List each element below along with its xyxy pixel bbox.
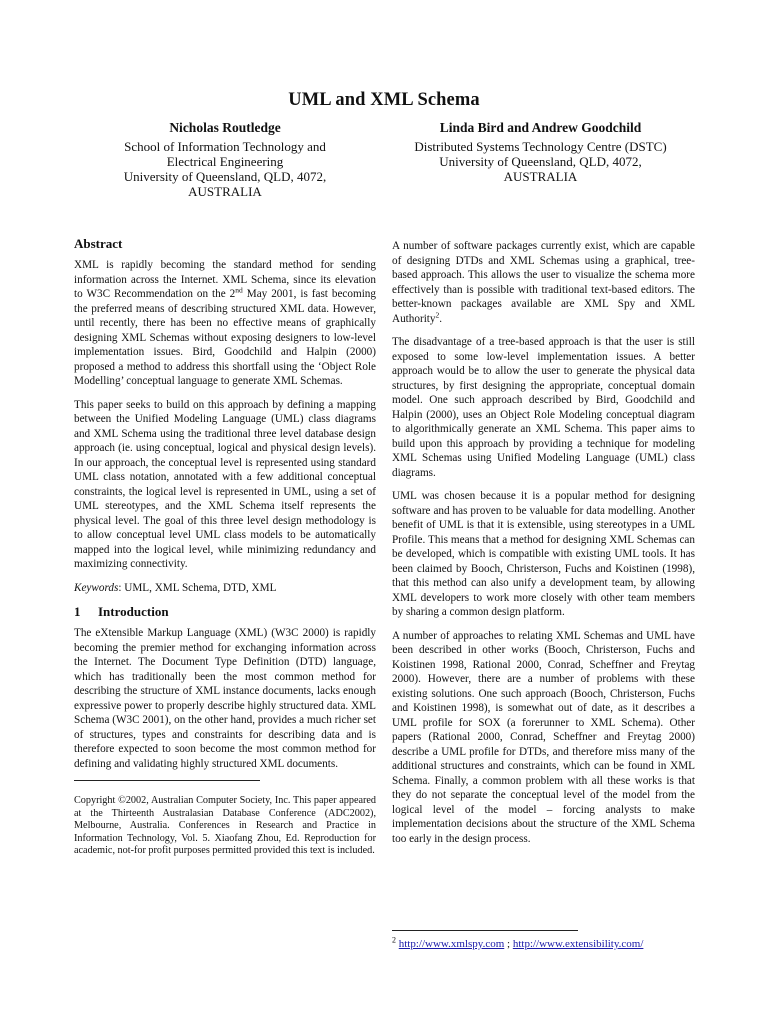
affiliation-line: Distributed Systems Technology Centre (DSTC) bbox=[414, 139, 667, 154]
author-block-left bbox=[75, 120, 375, 199]
keywords bbox=[74, 581, 376, 596]
introduction-heading bbox=[74, 604, 376, 620]
affiliation-line: University of Queensland, QLD, 4072, bbox=[439, 154, 642, 169]
keywords-label: Keywords bbox=[74, 581, 119, 594]
affiliation-line: AUSTRALIA bbox=[188, 184, 262, 199]
keywords-list: : UML, XML Schema, DTD, XML bbox=[118, 581, 277, 594]
author-name: Linda Bird and Andrew Goodchild bbox=[439, 120, 642, 135]
affiliation-line: AUSTRALIA bbox=[503, 169, 578, 184]
body-text: . bbox=[439, 312, 443, 325]
section-title: Introduction bbox=[98, 604, 169, 619]
superscript: nd bbox=[235, 285, 243, 295]
body-paragraph: A number of approaches to relating XML Schemas and UML have been described in other works (Booch, Christerson, Fuchs and Koistinen 1998, Rational 2000, Conrad, Scheffner and Freytag 2000). However, there are a number of problems with these existing solutions. One such approach (Booch, Christerson, Fuchs and Koistinen 1998), is somewhat out of date, as it describes a UML profile for SOX (a forerunner to XML Schema). Other papers (Rational 2000, Conrad, Scheffner and Freytag 2000) describe a UML profile for DTDs, and therefore miss many of the additional structures and constraints, which can be found in XML Schema. Finally, a common problem with all these works is that they do not separate the conceptual level of the model from the logical level of the model – forcing analysts to make implementation decisions about the structure of the XML Schema too early in the design process. bbox=[392, 629, 695, 845]
footnote-marker: 2 bbox=[392, 935, 396, 945]
abstract-paragraph bbox=[74, 258, 376, 389]
abstract-text: XML is rapidly becoming the standard method for sending information across the Internet. XML Schema, since its elevation to W3C Recommendation on the 2 bbox=[74, 259, 376, 300]
copyright-notice: Copyright ©2002, Australian Computer Society, Inc. This paper appeared at the Thirteenth Australasian Database Conference (ADC2002), Melbourne, Australia. Conferences in Research and Practice in Information Technology, Vol. 5. Xiaofang Zhou, Ed. Reproduction for academic, not-for profit purposes permitted provided this text is included. bbox=[74, 795, 376, 857]
right-column bbox=[392, 239, 695, 855]
affiliation-line: School of Information Technology and bbox=[124, 139, 326, 154]
body-paragraph: The disadvantage of a tree-based approach is that the user is still exposed to some low-level implementation issues. A better approach would be to allow the user to generate the physical data structures, by first designing the appropriate, conceptual domain model. One such approach described by Bird, Goodchild and Halpin (2000), uses an Object Role Modeling conceptual diagram to algorithmically generate an XML Schema. This paper aims to build upon this approach by providing a technique for modeling XML Schemas using Unified Modeling Language (UML) class diagrams. bbox=[392, 336, 695, 479]
introduction-paragraph: The eXtensible Markup Language (XML) (W3C 2000) is rapidly becoming the premier method for exchanging information across the Internet. The Document Type Definition (DTD) language, which has traditionally been the most common method for describing the structure of XML instance documents, lacks enough expressive power to properly describe highly structured data. XML Schema (W3C 2001), on the other hand, provides a much richer set of structures, types and constraints for describing data and is therefore expected to soon become the most common method for defining and validating highly structured XML documents. bbox=[74, 627, 376, 770]
footnote-reference: 2 bbox=[435, 309, 440, 319]
abstract-heading: Abstract bbox=[74, 236, 123, 251]
footnote bbox=[392, 936, 712, 952]
body-text: A number of software packages currently exist, which are capable of designing DTDs and XML Schemas using a graphical, tree-based approach. This allows the user to visualize the schema more effectively than is possible with traditional text-based editors. The better-known packages available are XML Spy and XML Authority bbox=[392, 240, 695, 325]
paper-title: UML and XML Schema bbox=[288, 90, 480, 110]
affiliation-line: University of Queensland, QLD, 4072, bbox=[123, 169, 327, 184]
extensibility-link[interactable]: http://www.extensibility.com/ bbox=[512, 938, 644, 950]
xmlspy-link[interactable]: http://www.xmlspy.com bbox=[398, 938, 505, 950]
author-block-right bbox=[392, 120, 689, 184]
affiliation-line: Electrical Engineering bbox=[166, 154, 284, 169]
left-column bbox=[74, 236, 376, 858]
footnote-divider bbox=[392, 930, 578, 931]
section-number: 1 bbox=[74, 604, 81, 619]
body-paragraph: UML was chosen because it is a popular method for designing software and has proven to be valuable for data modelling. Another benefit of UML is that it is extensible, using stereotypes in a UML Profile. This means that a method for designing XML Schemas can be developed, which is compatible with existing UML tools. It has been claimed by Booch, Christerson, Fuchs and Koistinen (1998), that this method can also unify a development team, by allowing XML developers to work more closely with other team members by sharing a common design platform. bbox=[392, 490, 695, 618]
author-name: Nicholas Routledge bbox=[169, 120, 281, 135]
body-paragraph bbox=[392, 239, 695, 326]
abstract-paragraph: This paper seeks to build on this approach by defining a mapping between the Unified Modeling Language (UML) class diagrams and XML Schema using the traditional three level database design approach (ie. using conceptual, logical and physical design levels). In our approach, the conceptual level is represented using standard UML class notation, annotated with a few additional conceptual constraints, the logical level is represented in UML, using a set of UML stereotypes, and the XML Schema itself represents the physical level. The goal of this three level design methodology is to allow conceptual level UML class models to be automatically mapped into the logical level, while minimizing redundancy and maximizing connectivity. bbox=[74, 398, 376, 570]
footnote-separator: ; bbox=[504, 938, 513, 950]
abstract-text: May 2001, is fast becoming the preferred means of describing structured XML data. However, until recently, there has been no effective means of graphically designing XML Schemas without exposing designers to low-level implementation issues. Bird, Goodchild and Halpin (2000) proposed a method to address this shortfall using the ‘Object Role Modelling’ conceptual language to generate XML Schemas. bbox=[74, 288, 376, 387]
footnote-divider bbox=[74, 780, 260, 781]
